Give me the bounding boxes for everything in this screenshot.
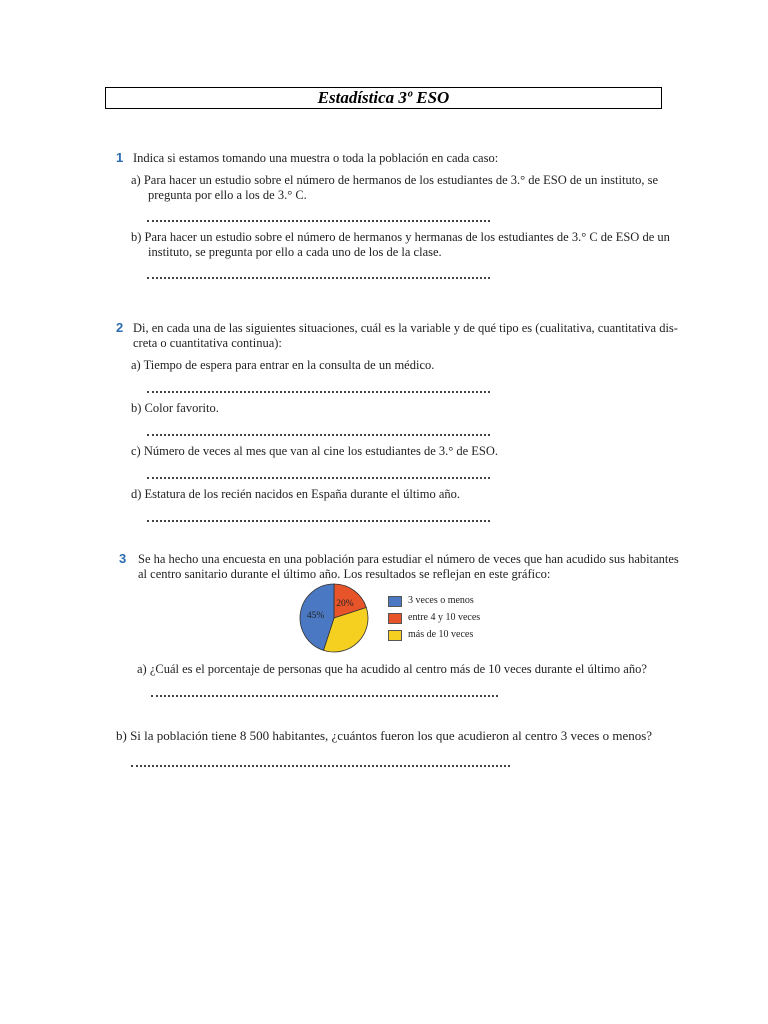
question-1a-line2: pregunta por ello a los de 3.° C. [148, 188, 307, 202]
answer-line-2d[interactable] [147, 520, 490, 522]
question-1a-line1: a) Para hacer un estudio sobre el número de hermanos de los estudiantes de 3.° de ESO de un instituto, se [131, 173, 659, 187]
answer-line-1b[interactable] [147, 277, 490, 279]
pie-data-label-1: 20% [336, 598, 354, 609]
answer-line-3b[interactable] [131, 765, 510, 767]
chart-legend [388, 595, 498, 645]
answer-line-1a[interactable] [147, 220, 490, 222]
question-3b: b) Si la población tiene 8 500 habitantes, ¿cuántos fueron los que acudieron al centro 3 veces o menos? [116, 728, 653, 743]
question-3a: a) ¿Cuál es el porcentaje de personas que ha acudido al centro más de 10 veces durante el último año? [137, 662, 647, 676]
question-2-number: 2 [116, 320, 124, 335]
page-title: Estadística 3º ESO [105, 87, 662, 109]
question-1b-line2: instituto, se pregunta por ello a cada uno de los de la clase. [148, 245, 442, 259]
question-3-number: 3 [119, 551, 127, 566]
legend-label-1: entre 4 y 10 veces [408, 612, 481, 623]
legend-swatch-2 [388, 630, 402, 641]
legend-swatch-1 [388, 613, 402, 624]
question-3-prompt-line2: al centro sanitario durante el último año. Los resultados se reflejan en este gráfico: [138, 567, 551, 581]
question-2-prompt-line1: Di, en cada una de las siguientes situaciones, cuál es la variable y de qué tipo es (cualitativa, cuantitativa dis- [133, 321, 678, 335]
answer-line-2c[interactable] [147, 477, 490, 479]
question-1-number: 1 [116, 150, 124, 165]
legend-label-0: 3 veces o menos [408, 595, 474, 606]
question-3-prompt-line1: Se ha hecho una encuesta en una población para estudiar el número de veces que han acudido sus habitantes [138, 552, 679, 566]
answer-line-2a[interactable] [147, 391, 490, 393]
question-1b-line1: b) Para hacer un estudio sobre el número de hermanos y hermanas de los estudiantes de 3.° C de ESO de un [131, 230, 670, 244]
question-2d: d) Estatura de los recién nacidos en España durante el último año. [131, 487, 461, 501]
legend-label-2: más de 10 veces [408, 629, 474, 640]
answer-line-3a[interactable] [151, 695, 498, 697]
question-2c: c) Número de veces al mes que van al cine los estudiantes de 3.° de ESO. [131, 444, 499, 458]
answer-line-2b[interactable] [147, 434, 490, 436]
question-2a: a) Tiempo de espera para entrar en la consulta de un médico. [131, 358, 435, 372]
pie-data-label-0: 45% [306, 611, 325, 622]
question-1-prompt: Indica si estamos tomando una muestra o toda la población en cada caso: [133, 151, 499, 165]
question-2-prompt-line2: creta o cuantitativa continua): [133, 336, 282, 350]
legend-swatch-0 [388, 596, 402, 607]
question-2b: b) Color favorito. [131, 401, 219, 415]
